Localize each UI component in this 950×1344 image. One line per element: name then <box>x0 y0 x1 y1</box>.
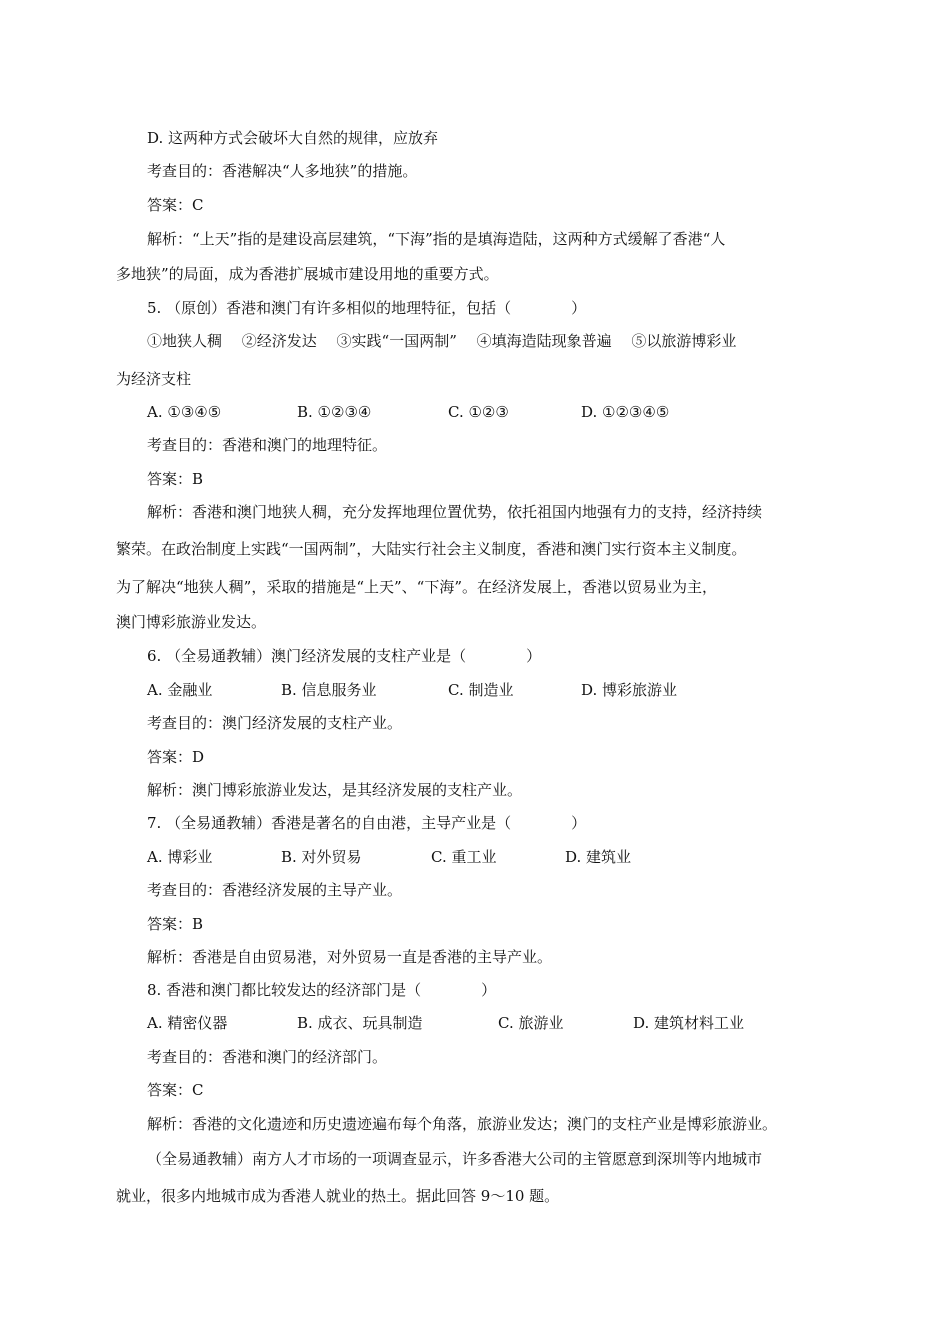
q8-option-a: A. 精密仪器 <box>147 1014 228 1032</box>
q8-answer: 答案：C <box>147 1081 204 1099</box>
q5-items-line-2: 为经济支柱 <box>116 370 192 388</box>
q7-option-a: A. 博彩业 <box>147 848 213 866</box>
q8-option-c: C. 旅游业 <box>498 1014 564 1032</box>
q5-purpose: 考查目的：香港和澳门的地理特征。 <box>147 436 388 454</box>
q6-purpose: 考查目的：澳门经济发展的支柱产业。 <box>147 714 403 732</box>
q7-option-c: C. 重工业 <box>431 848 497 866</box>
q4-purpose: 考查目的：香港解决“人多地狭”的措施。 <box>147 162 418 180</box>
q6-answer: 答案：D <box>147 748 205 766</box>
q8-analysis: 解析：香港的文化遗迹和历史遗迹遍布每个角落，旅游业发达；澳门的支柱产业是博彩旅游业。 <box>147 1115 778 1133</box>
q6-option-d: D. 博彩旅游业 <box>581 681 678 699</box>
q6-option-a: A. 金融业 <box>147 681 213 699</box>
q8-purpose: 考查目的：香港和澳门的经济部门。 <box>147 1048 388 1066</box>
q8-stem: 8. 香港和澳门都比较发达的经济部门是（ ） <box>147 981 497 999</box>
q5-items-line-1: ①地狭人稠 ②经济发达 ③实践“一国两制” ④填海造陆现象普遍 ⑤以旅游博彩业 <box>147 332 737 350</box>
q7-analysis: 解析：香港是自由贸易港，对外贸易一直是香港的主导产业。 <box>147 948 553 966</box>
q7-option-b: B. 对外贸易 <box>281 848 362 866</box>
q8-option-b: B. 成衣、玩具制造 <box>297 1014 423 1032</box>
q6-stem: 6. （全易通教辅）澳门经济发展的支柱产业是（ ） <box>147 647 542 665</box>
q5-option-c: C. ①②③ <box>448 403 509 421</box>
q7-purpose: 考查目的：香港经济发展的主导产业。 <box>147 881 403 899</box>
q4-option-d: D. 这两种方式会破坏大自然的规律，应放弃 <box>147 129 439 147</box>
q5-analysis-line-4: 澳门博彩旅游业发达。 <box>116 613 267 631</box>
q6-option-b: B. 信息服务业 <box>281 681 377 699</box>
q5-option-b: B. ①②③④ <box>297 403 372 421</box>
q5-option-a: A. ①③④⑤ <box>147 403 222 421</box>
intro-9-10-line-1: （全易通教辅）南方人才市场的一项调查显示，许多香港大公司的主管愿意到深圳等内地城市 <box>147 1150 763 1168</box>
q7-answer: 答案：B <box>147 915 204 933</box>
q5-option-d: D. ①②③④⑤ <box>581 403 670 421</box>
q5-analysis-line-2: 繁荣。在政治制度上实践“一国两制”，大陆实行社会主义制度，香港和澳门实行资本主义制度。 <box>116 540 747 558</box>
q5-answer: 答案：B <box>147 470 204 488</box>
intro-9-10-line-2: 就业，很多内地城市成为香港人就业的热土。据此回答 9～10 题。 <box>116 1187 560 1205</box>
q6-analysis: 解析：澳门博彩旅游业发达，是其经济发展的支柱产业。 <box>147 781 523 799</box>
q5-stem: 5. （原创）香港和澳门有许多相似的地理特征，包括（ ） <box>147 299 587 317</box>
q7-stem: 7. （全易通教辅）香港是著名的自由港，主导产业是（ ） <box>147 814 587 832</box>
q4-analysis-line-1: 解析：“上天”指的是建设高层建筑，“下海”指的是填海造陆，这两种方式缓解了香港“人 <box>147 230 726 248</box>
q7-option-d: D. 建筑业 <box>565 848 632 866</box>
q5-analysis-line-3: 为了解决“地狭人稠”，采取的措施是“上天”、“下海”。在经济发展上，香港以贸易业为主， <box>116 578 718 596</box>
q8-option-d: D. 建筑材料工业 <box>633 1014 745 1032</box>
q4-analysis-line-2: 多地狭”的局面，成为香港扩展城市建设用地的重要方式。 <box>116 265 499 283</box>
q5-analysis-line-1: 解析：香港和澳门地狭人稠，充分发挥地理位置优势，依托祖国内地强有力的支持，经济持续 <box>147 503 763 521</box>
q4-answer: 答案：C <box>147 196 204 214</box>
q6-option-c: C. 制造业 <box>448 681 514 699</box>
